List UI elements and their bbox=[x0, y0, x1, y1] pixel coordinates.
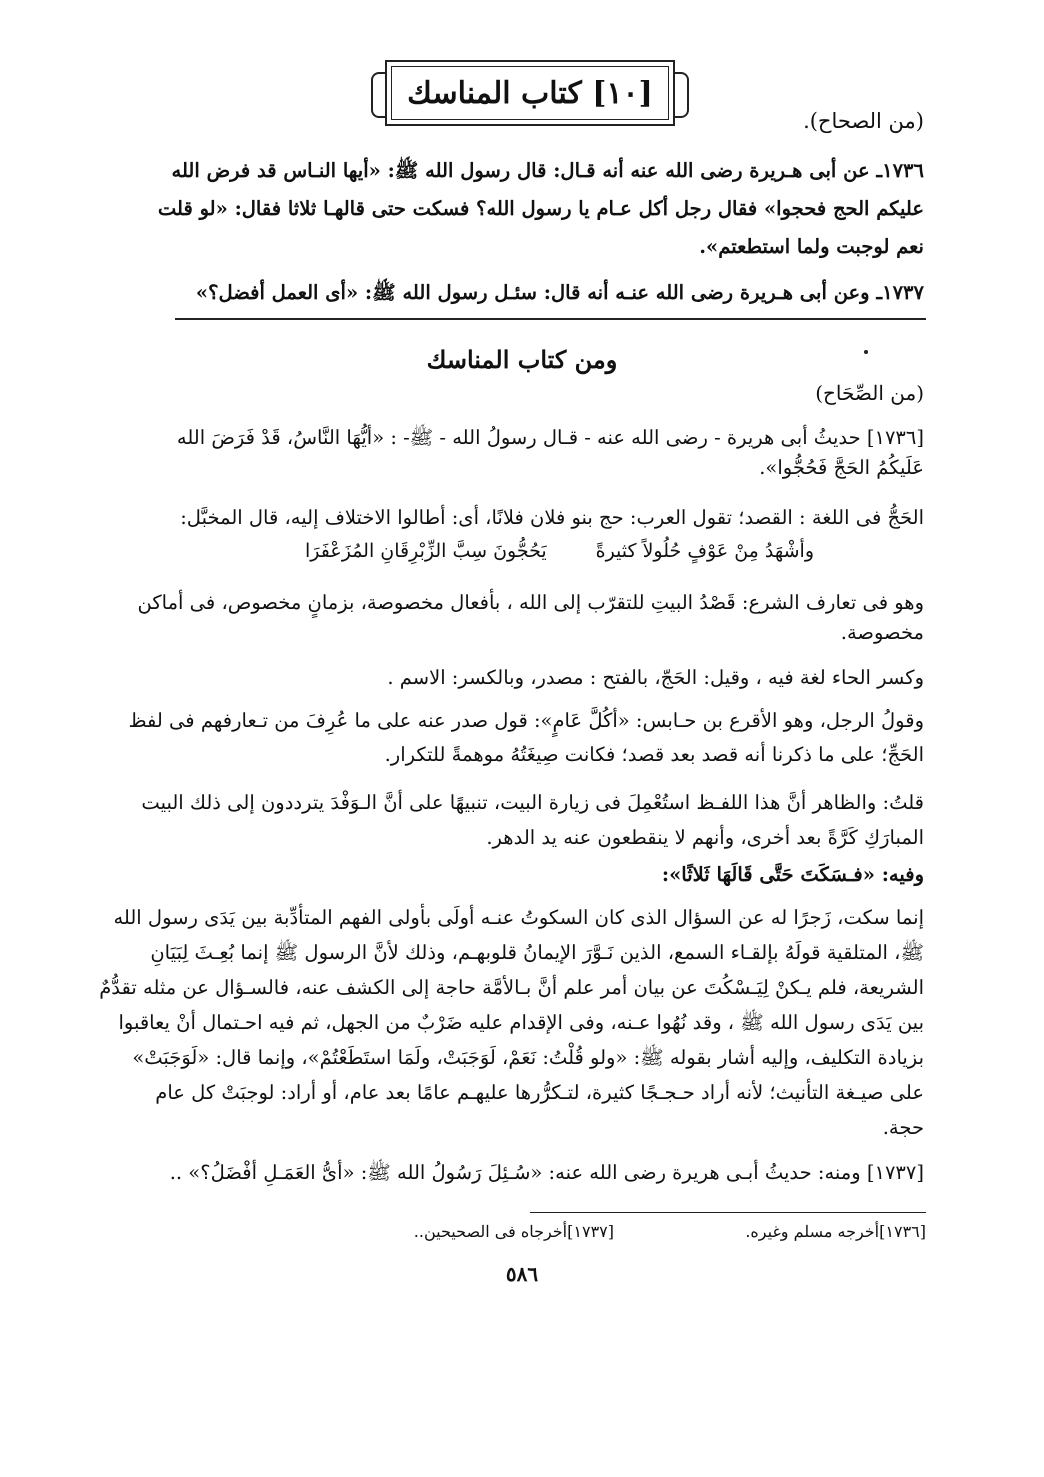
commentary-p6-line-2: المبارَكِ كَرَّةً بعد أخرى، وأنهم لا ينقطعون عنه يد الدهر. bbox=[486, 826, 924, 849]
commentary-p4-line-1: وكسر الحاء لغة فيه ، وقيل: الحَجّ، بالفتح : مصدر، وبالكسر: الاسم . bbox=[387, 666, 924, 689]
footnote-rule bbox=[530, 1212, 926, 1213]
commentary-p8-line-5: بزيادة التكليف، وإليه أشار بقوله ﷺ: «ولو قُلْتُ: نَعَمْ، لَوَجَبَتْ، ولَمَا استَطَعْتُمْ»، وإنما قال: «لَوَجَبَتْ» bbox=[132, 1046, 924, 1069]
commentary-p8-line-4: بين يَدَى رسول الله ﷺ ، وقد نُهُوا عـنه، وفى الإقدام عليه ضَرْبٌ من الجهل، ثم فيه احـتمال أنْ يعاقبوا bbox=[118, 1011, 924, 1034]
verse-hemistich-right: وأشْهَدُ مِنْ عَوْفٍ حُلُولاً كثيرةً bbox=[595, 540, 814, 562]
commentary-p8-line-7: حجة. bbox=[882, 1116, 924, 1139]
hadith-1736-line-3: نعم لوجبت ولما استطعتم». bbox=[699, 235, 924, 258]
commentary-p3-line-2: مخصوصة. bbox=[840, 621, 924, 644]
footnote-1737: [١٧٣٧]أخرجاه فى الصحيحين.. bbox=[413, 1222, 614, 1241]
commentary-p2-line-1: الحَجُّ فى اللغة : القصد؛ تقول العرب: حج بنو فلان فلانًا، أى: أطالوا الاختلاف إليه، قال المخبَّل: bbox=[180, 506, 924, 529]
commentary-source-label: (من الصِّحَاح) bbox=[815, 381, 924, 405]
commentary-p8-line-6: على صيـغة التأنيث؛ لأنه أراد حـجـجًا كثيرة، لتـكرُّرها عليهـم عامًا بعد عام، أو أراد: لوجبَتْ كل عام bbox=[155, 1081, 924, 1104]
commentary-p1-line-2: عَلَيكُمُ الحَجَّ فَحُجُّوا». bbox=[759, 456, 924, 479]
ink-dot bbox=[864, 350, 868, 354]
commentary-p1-line-1: [١٧٣٦] حديثُ أبى هريرة - رضى الله عنه - قـال رسولُ الله - ﷺ- : «أيُّهَا النَّاسُ، قَدْ فَرَضَ الله bbox=[176, 426, 924, 449]
commentary-p7-line-1: وفيه: «فـسَكَتَ حَتَّى قَالَهَا ثَلاثًا»: bbox=[661, 863, 924, 886]
commentary-p9-line-1: [١٧٣٧] ومنه: حديثُ أبـى هريرة رضى الله عنه: «سُـئِلَ رَسُولُ الله ﷺ: «أىُّ العَمَـلِ أفْضَلُ؟» .. bbox=[169, 1161, 924, 1184]
commentary-p3-line-1: وهو فى تعارف الشرع: قَصْدُ البيتِ للتقرّب إلى الله ، بأفعال مخصوصة، بزمانٍ مخصوص، فى أماكن bbox=[137, 591, 924, 614]
verse-hemistich-left: يَحُجُّونَ سِبَّ الزِّبْرِقَانِ المُزَعْفَرَا bbox=[305, 540, 547, 562]
commentary-p5-line-2: الحَجِّ؛ على ما ذكرنا أنه قصد بعد قصد؛ فكانت صِيغَتُهُ موهمةً للتكرار. bbox=[384, 743, 924, 766]
commentary-p8-line-1: إنما سكت، زَجرًا له عن السؤال الذى كان السكوتُ عنـه أولَى بأولى الفهم المتأدِّبة بين يَدَى رسول الله bbox=[113, 906, 924, 929]
commentary-p8-line-2: ﷺ، المتلقية قولَهُ بإلقـاء السمع، الذين نَـوَّرَ الإيمانُ قلوبهـم، وذلك لأنَّ الرسول ﷺ إنما بُعِـثَ لِبَيَانِ bbox=[150, 941, 924, 964]
hadith-1736-line-1: ١٧٣٦ـ عن أبى هـريرة رضى الله عنه أنه قـال: قال رسول الله ﷺ: «أيها النـاس قد فرض الله bbox=[171, 159, 924, 182]
chapter-title: [١٠] كتاب المناسك bbox=[407, 76, 653, 111]
footnote-1736: [١٧٣٦]أخرجه مسلم وغيره. bbox=[745, 1222, 926, 1241]
source-label: (من الصحاح). bbox=[803, 109, 924, 133]
section-title: ومن كتاب المناسك bbox=[426, 345, 618, 374]
hadith-1736-line-2: عليكم الحج فحجوا» فقال رجل أكل عـام يا رسول الله؟ فسكت حتى قالهـا ثلاثا فقال: «لو قلت bbox=[157, 197, 924, 220]
hadith-1737-line: ١٧٣٧ـ وعن أبى هـريرة رضى الله عنـه أنه قال: سئـل رسول الله ﷺ: «أى العمل أفضل؟» bbox=[195, 281, 924, 304]
commentary-p6-line-1: قلتُ: والظاهر أنَّ هذا اللفـظ استُعْمِلَ فى زيارة البيت، تنبيهًا على أنَّ الـوَفْدَ يترددون إلى ذلك البيت bbox=[141, 791, 924, 814]
section-divider bbox=[175, 318, 926, 320]
commentary-p5-line-1: وقولُ الرجل، وهو الأقرع بن حـابس: «أكُلَّ عَامٍ»: قول صدر عنه على ما عُرِفَ من تـعارفهم فى لفظ bbox=[128, 709, 924, 732]
commentary-p8-line-3: الشريعة، فلم يـكنْ لِيَـسْكُتَ عن بيان أمر علم أنَّ بـالأمَّة حاجة إلى الكشف عنه، فالسـؤال عن مثله تقدُّمٌ bbox=[99, 976, 924, 999]
page-number: ٥٨٦ bbox=[505, 1262, 539, 1286]
